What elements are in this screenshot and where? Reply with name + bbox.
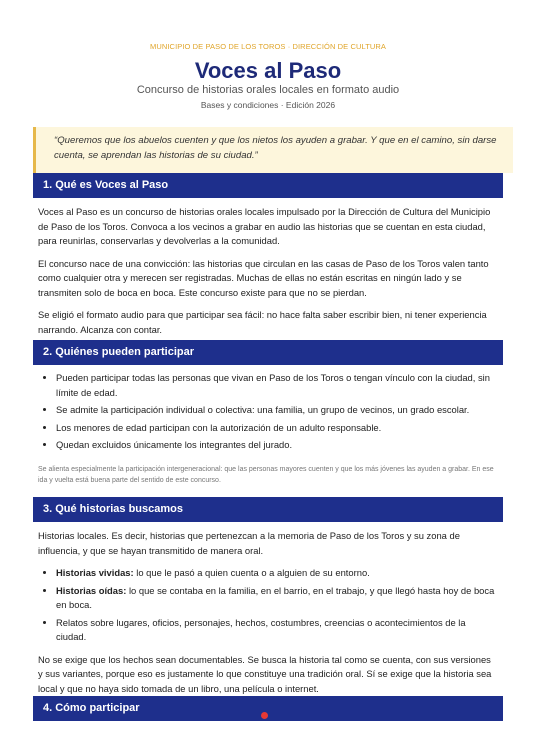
participation-note: Se alienta especialmente la participación intergeneracional: que las personas mayores cuenten y que los más jóvenes las ayuden a grabar. En ese ida y vuelta está buena parte del sentido de este concurso. [38,466,494,484]
list-item: • Pueden participar todas las personas que vivan en Paso de los Toros o tengan vínculo con la ciudad, sin límite de edad. [56,371,496,400]
section-3-body [38,529,496,696]
section-4-header: 4. Cómo participar [33,696,503,721]
section-2-body [38,371,496,456]
participants-list [38,371,496,453]
municipality-kicker: MUNICIPIO DE PASO DE LOS TOROS · DIRECCIÓN DE CULTURA [149,42,387,51]
story-types-list [38,566,496,645]
list-item: • Se admite la participación individual o colectiva: una familia, un grupo de vecinos, un grado escolar. [56,403,496,418]
section-1-body [38,205,496,337]
page-subtitle: Concurso de historias orales locales en formato audio [136,84,400,96]
list-item [56,616,496,645]
page-title: Voces al Paso [194,58,342,83]
list-item-text: lo que se contaba en la familia, en el barrio, en el trabajo, y que llegó hasta hoy de boca en boca. [56,584,495,610]
list-item-term: Historias oídas: [56,584,127,596]
paragraph: No se exige que los hechos sean documentables. Se busca la historia tal como se cuenta, con sus versiones y sus variantes, porque eso es justamente lo que constituye una tradición oral. Sí se exige que la historia sea local y que no haya sido tomada de un libro, una película o internet. [38,653,492,694]
list-item: • Quedan excluidos únicamente los integrantes del jurado. [56,438,496,453]
cursor-dot [261,712,268,719]
list-item-text: lo que le pasó a quien cuenta o a alguien de su entorno. [133,567,370,578]
intro-quote: “Queremos que los abuelos cuenten y que los nietos los ayuden a grabar. Y que en el camino, sin darse cuenta, se aprendan las historias de su ciudad.” [33,127,513,173]
paragraph: El concurso nace de una convicción: las historias que circulan en las casas de Paso de los Toros valen tanto como cualquier otra y merecen ser registradas. Muchas de ellas no están escritas en ningún lado y se transmiten solo de boca en boca. Este concurso existe para que no se pierdan. [38,257,489,298]
paragraph: Voces al Paso es un concurso de historias orales locales impulsado por la Dirección de Cultura del Municipio de Paso de los Toros. Convoca a los vecinos a grabar en audio las historias que se cuentan en esta ciudad, para reunirlas, conservarlas y devolverlas a la comunidad. [38,206,491,246]
paragraph: Historias locales. Es decir, historias que pertenezcan a la memoria de Paso de los Toros y su zona de influencia, y que se hayan transmitido de manera oral. [38,530,460,556]
list-item-text: Relatos sobre lugares, oficios, personajes, hechos, costumbres, creencias o acontecimientos de la ciudad. [56,616,466,642]
section-1-header: 1. Qué es Voces al Paso [33,173,503,198]
section-3-header: 3. Qué historias buscamos [33,497,503,522]
list-item: • Los menores de edad participan con la autorización de un adulto responsable. [56,421,496,436]
paragraph: Se eligió el formato audio para que participar sea fácil: no hace falta saber escribir bien, ni tener experiencia narrando. Alcanza con contar. [38,309,487,335]
list-item-term: Historias vividas: [56,567,134,578]
section-2-header: 2. Quiénes pueden participar [33,340,503,365]
list-item [56,566,496,581]
list-item [56,584,496,613]
edition-label: Bases y condiciones · Edición 2026 [200,100,336,110]
